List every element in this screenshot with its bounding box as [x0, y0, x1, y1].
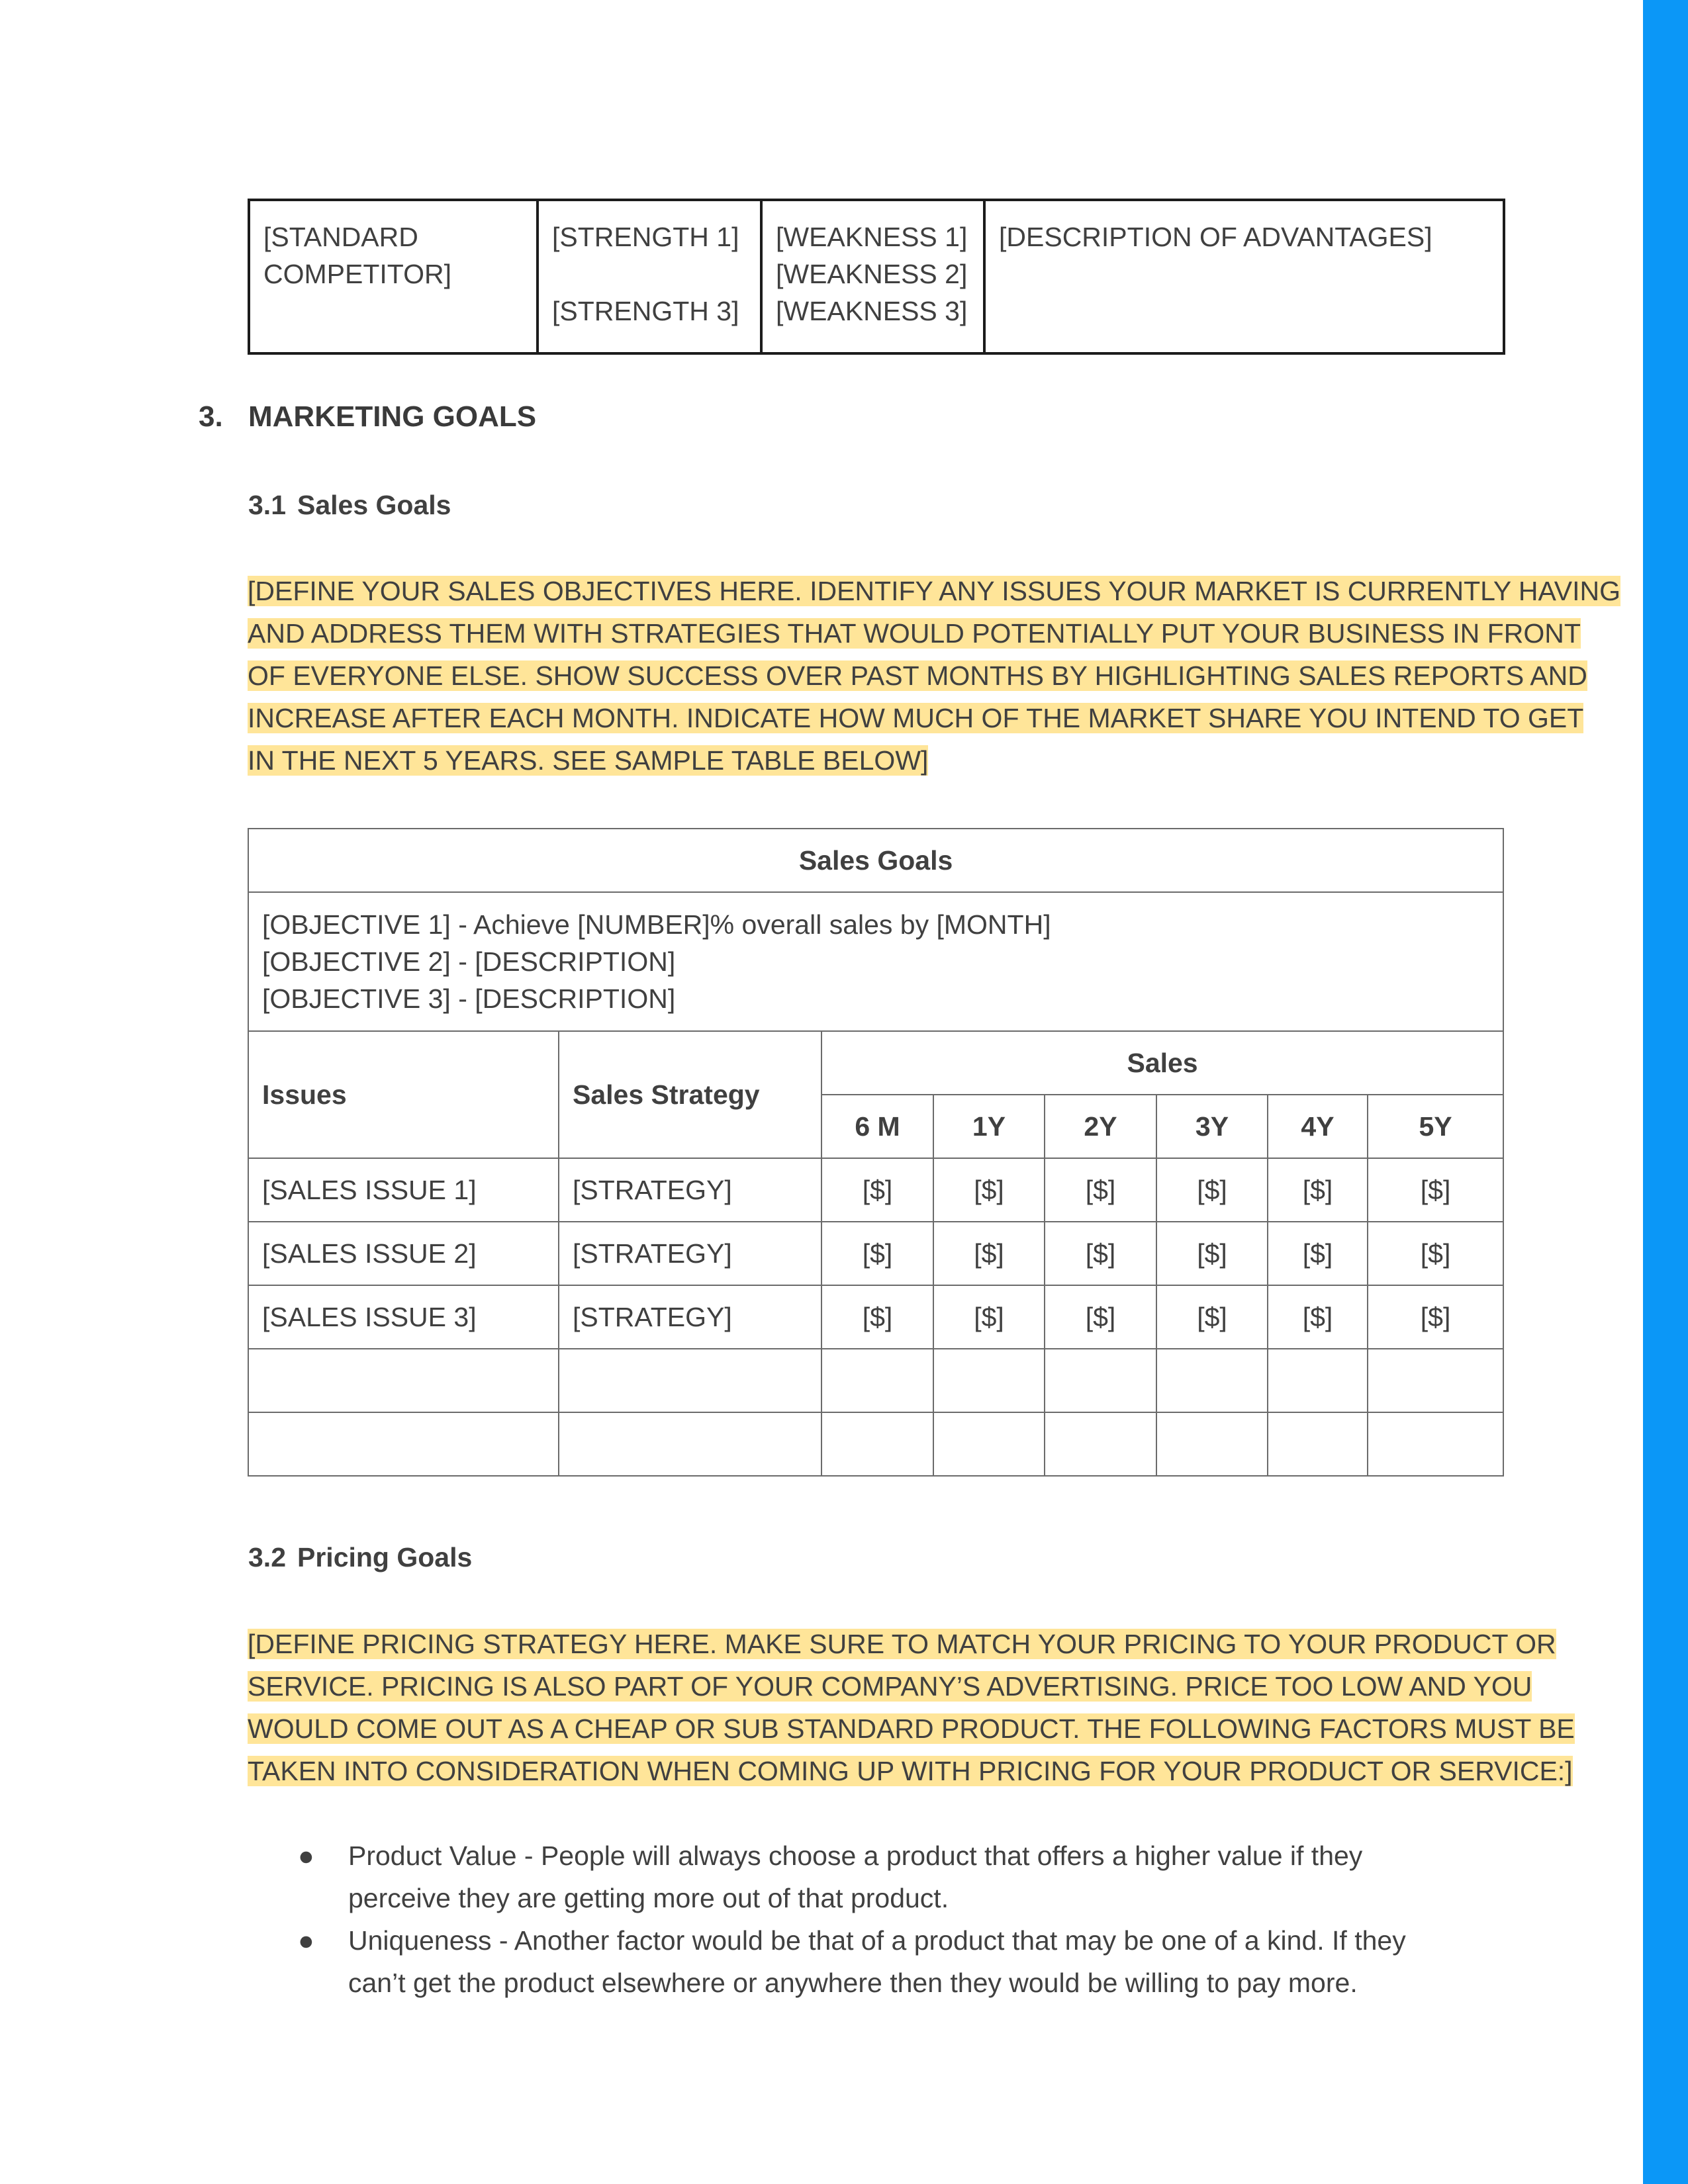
strategy-cell: [STRATEGY]: [559, 1158, 821, 1222]
value-cell: [$]: [821, 1222, 933, 1285]
objectives-cell: [248, 892, 1503, 1031]
sidebar-accent-bar: [1643, 0, 1688, 2184]
pricing-factors-list: [298, 1835, 1540, 2004]
strategy-cell: [STRATEGY]: [559, 1222, 821, 1285]
value-cell: [$]: [1368, 1158, 1503, 1222]
paragraph-line: WOULD COME OUT AS A CHEAP OR SUB STANDARD PRODUCT. THE FOLLOWING FACTORS MUST BE: [248, 1713, 1575, 1744]
period-header: 6 M: [821, 1095, 933, 1158]
bullet-icon: ●: [298, 1925, 314, 1956]
subsection-title: Sales Goals: [297, 490, 451, 520]
list-item: [298, 1835, 1540, 1919]
weakness-1: [WEAKNESS 1]: [776, 222, 968, 252]
value-cell: [$]: [1045, 1158, 1156, 1222]
column-header-strategy: Sales Strategy: [559, 1031, 821, 1158]
section-number: 3.: [199, 400, 223, 433]
objective-line: [OBJECTIVE 2] - [DESCRIPTION]: [262, 946, 676, 977]
value-cell: [$]: [821, 1285, 933, 1349]
sales-objectives-paragraph: [248, 570, 1620, 782]
sales-goals-table: [248, 828, 1504, 1477]
paragraph-line: [DEFINE PRICING STRATEGY HERE. MAKE SURE TO MATCH YOUR PRICING TO YOUR PRODUCT OR: [248, 1629, 1556, 1659]
value-cell: [$]: [933, 1158, 1045, 1222]
section-title: MARKETING GOALS: [248, 400, 537, 433]
strength-1: [STRENGTH 1]: [552, 222, 739, 252]
issue-cell: [SALES ISSUE 2]: [248, 1222, 559, 1285]
list-item-line: Uniqueness - Another factor would be that of a product that may be one of a kind. If they: [348, 1925, 1406, 1956]
period-header: 2Y: [1045, 1095, 1156, 1158]
issue-cell: [SALES ISSUE 3]: [248, 1285, 559, 1349]
value-cell: [$]: [1156, 1222, 1268, 1285]
table-title: Sales Goals: [248, 829, 1503, 892]
value-cell: [$]: [1268, 1158, 1368, 1222]
period-header: 4Y: [1268, 1095, 1368, 1158]
pricing-strategy-paragraph: [248, 1623, 1575, 1792]
table-row: [248, 1222, 1503, 1285]
value-cell: [$]: [1368, 1285, 1503, 1349]
period-header: 1Y: [933, 1095, 1045, 1158]
empty-table-row: [248, 1412, 1503, 1476]
strategy-cell: [STRATEGY]: [559, 1285, 821, 1349]
objective-line: [OBJECTIVE 3] - [DESCRIPTION]: [262, 983, 676, 1014]
subsection-title: Pricing Goals: [297, 1542, 473, 1572]
paragraph-line: AND ADDRESS THEM WITH STRATEGIES THAT WOULD POTENTIALLY PUT YOUR BUSINESS IN FRONT: [248, 618, 1581, 649]
objectives-row: [248, 892, 1503, 1031]
list-item: [298, 1919, 1540, 2004]
period-header: 3Y: [1156, 1095, 1268, 1158]
strength-3: [STRENGTH 3]: [552, 296, 739, 326]
empty-table-row: [248, 1349, 1503, 1412]
subsection-number: 3.1: [248, 490, 286, 520]
value-cell: [$]: [933, 1222, 1045, 1285]
value-cell: [$]: [1156, 1285, 1268, 1349]
list-item-line: Product Value - People will always choose a product that offers a higher value if they: [348, 1841, 1363, 1871]
advantages-cell: [984, 200, 1504, 353]
competitor-name-cell: [249, 200, 538, 353]
paragraph-line: TAKEN INTO CONSIDERATION WHEN COMING UP WITH PRICING FOR YOUR PRODUCT OR SERVICE:]: [248, 1756, 1573, 1786]
competitor-table: [248, 199, 1505, 355]
bullet-icon: ●: [298, 1841, 314, 1871]
table-title-row: [248, 829, 1503, 892]
value-cell: [$]: [1156, 1158, 1268, 1222]
competitor-row: [249, 200, 1504, 353]
objective-line: [OBJECTIVE 1] - Achieve [NUMBER]% overall sales by [MONTH]: [262, 909, 1051, 940]
paragraph-line: [DEFINE YOUR SALES OBJECTIVES HERE. IDENTIFY ANY ISSUES YOUR MARKET IS CURRENTLY HAVING: [248, 576, 1621, 606]
paragraph-line: INCREASE AFTER EACH MONTH. INDICATE HOW MUCH OF THE MARKET SHARE YOU INTEND TO GET: [248, 703, 1584, 733]
list-item-line: perceive they are getting more out of that product.: [348, 1883, 949, 1913]
value-cell: [$]: [1045, 1222, 1156, 1285]
header-row: [248, 1031, 1503, 1095]
issue-cell: [SALES ISSUE 1]: [248, 1158, 559, 1222]
table-row: [248, 1158, 1503, 1222]
weaknesses-cell: [761, 200, 984, 353]
advantages-text: [DESCRIPTION OF ADVANTAGES]: [999, 222, 1432, 252]
list-item-line: can’t get the product elsewhere or anywhere then they would be willing to pay more.: [348, 1968, 1358, 1998]
paragraph-line: SERVICE. PRICING IS ALSO PART OF YOUR COMPANY’S ADVERTISING. PRICE TOO LOW AND YOU: [248, 1671, 1532, 1702]
period-header: 5Y: [1368, 1095, 1503, 1158]
paragraph-line: OF EVERYONE ELSE. SHOW SUCCESS OVER PAST MONTHS BY HIGHLIGHTING SALES REPORTS AND: [248, 660, 1587, 691]
value-cell: [$]: [1268, 1285, 1368, 1349]
weakness-3: [WEAKNESS 3]: [776, 296, 968, 326]
competitor-name-line: [STANDARD: [263, 222, 418, 252]
column-header-issues: Issues: [248, 1031, 559, 1158]
column-header-sales: Sales: [821, 1031, 1503, 1095]
strengths-cell: [538, 200, 761, 353]
value-cell: [$]: [933, 1285, 1045, 1349]
value-cell: [$]: [1268, 1222, 1368, 1285]
weakness-2: [WEAKNESS 2]: [776, 259, 968, 289]
value-cell: [$]: [1045, 1285, 1156, 1349]
subsection-number: 3.2: [248, 1542, 286, 1572]
table-row: [248, 1285, 1503, 1349]
paragraph-line: IN THE NEXT 5 YEARS. SEE SAMPLE TABLE BELOW]: [248, 745, 929, 776]
value-cell: [$]: [1368, 1222, 1503, 1285]
value-cell: [$]: [821, 1158, 933, 1222]
competitor-name-line: COMPETITOR]: [263, 259, 451, 289]
